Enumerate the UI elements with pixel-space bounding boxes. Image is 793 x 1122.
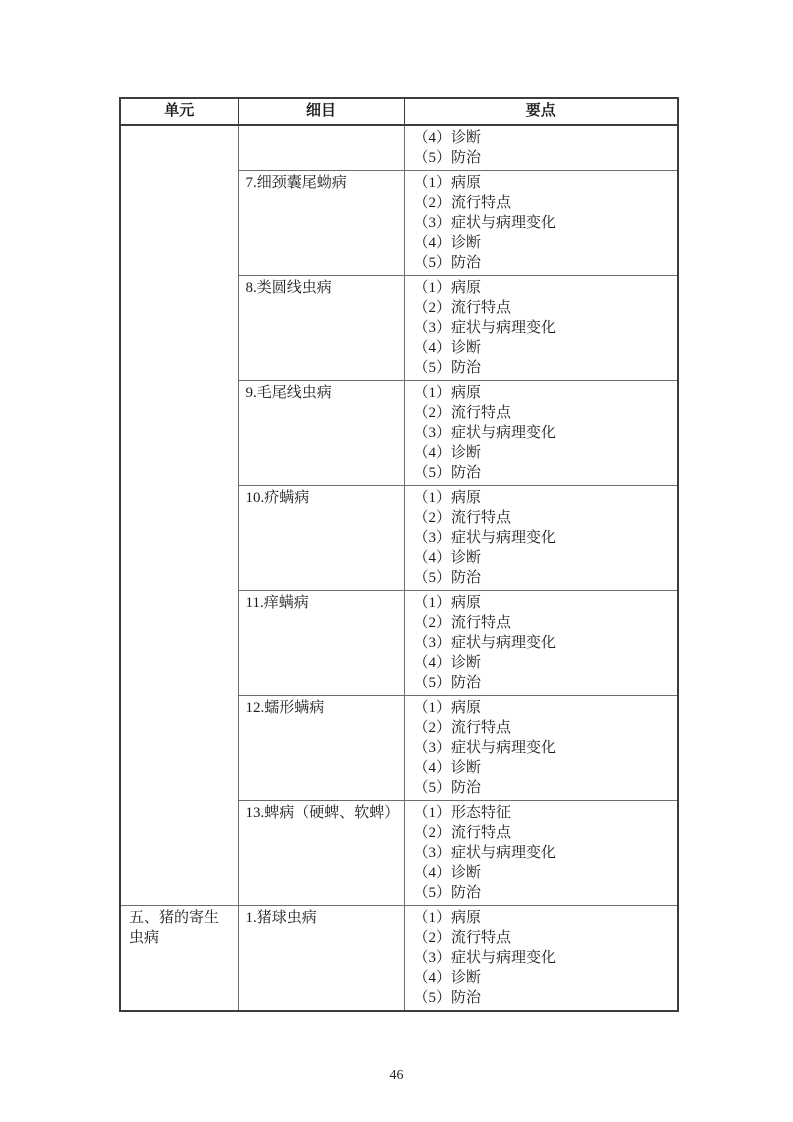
point-line: （5）防治 [413,780,482,796]
point-line: （1）病原 [413,385,482,401]
syllabus-table [119,97,679,1012]
point-line: （4）诊断 [413,550,482,566]
point-line: （5）防治 [413,885,482,901]
point-line: （2）流行特点 [413,510,512,526]
point-line: （2）流行特点 [413,720,512,736]
header-unit: 单元 [120,98,238,125]
point-line: （2）流行特点 [413,615,512,631]
point-line: （4）诊断 [413,340,482,356]
point-line: （4）诊断 [413,130,482,146]
header-points: 要点 [404,98,678,125]
point-line: （5）防治 [413,990,482,1006]
points-cell [404,276,678,381]
item-cell: 11.痒螨病 [238,591,404,696]
point-line: （5）防治 [413,255,482,271]
point-line: （5）防治 [413,465,482,481]
point-line: （2）流行特点 [413,405,512,421]
point-line: （4）诊断 [413,865,482,881]
points-cell [404,125,678,171]
unit-cell [120,125,238,906]
point-line: （3）症状与病理变化 [413,320,557,336]
point-line: （1）病原 [413,175,482,191]
item-cell [238,125,404,171]
item-cell: 1.猪球虫病 [238,906,404,1012]
table-row [120,906,678,1012]
point-line: （4）诊断 [413,760,482,776]
page-number: 46 [389,1068,404,1083]
header-item: 细目 [238,98,404,125]
point-line: （5）防治 [413,360,482,376]
point-line: （2）流行特点 [413,825,512,841]
point-line: （2）流行特点 [413,930,512,946]
point-line: （3）症状与病理变化 [413,635,557,651]
item-cell: 12.蠕形螨病 [238,696,404,801]
table-header-row [120,98,678,125]
point-line: （1）病原 [413,490,482,506]
item-cell: 8.类圆线虫病 [238,276,404,381]
point-line: （3）症状与病理变化 [413,950,557,966]
point-line: （3）症状与病理变化 [413,740,557,756]
point-line: （1）病原 [413,280,482,296]
unit-cell: 五、猪的寄生虫病 [120,906,238,1012]
table-row [120,125,678,171]
point-line: （2）流行特点 [413,195,512,211]
point-line: （4）诊断 [413,445,482,461]
points-cell [404,381,678,486]
point-line: （1）病原 [413,595,482,611]
points-cell [404,696,678,801]
point-line: （3）症状与病理变化 [413,530,557,546]
points-cell [404,906,678,1012]
point-line: （1）形态特征 [413,805,512,821]
points-cell [404,171,678,276]
item-cell: 10.疥螨病 [238,486,404,591]
point-line: （1）病原 [413,910,482,926]
point-line: （4）诊断 [413,655,482,671]
points-cell [404,801,678,906]
point-line: （3）症状与病理变化 [413,845,557,861]
point-line: （3）症状与病理变化 [413,215,557,231]
item-cell: 13.蜱病（硬蜱、软蜱） [238,801,404,906]
item-cell: 7.细颈囊尾蚴病 [238,171,404,276]
item-cell: 9.毛尾线虫病 [238,381,404,486]
points-cell [404,591,678,696]
point-line: （3）症状与病理变化 [413,425,557,441]
point-line: （4）诊断 [413,970,482,986]
point-line: （4）诊断 [413,235,482,251]
point-line: （5）防治 [413,570,482,586]
point-line: （1）病原 [413,700,482,716]
points-cell [404,486,678,591]
point-line: （2）流行特点 [413,300,512,316]
point-line: （5）防治 [413,150,482,166]
point-line: （5）防治 [413,675,482,691]
